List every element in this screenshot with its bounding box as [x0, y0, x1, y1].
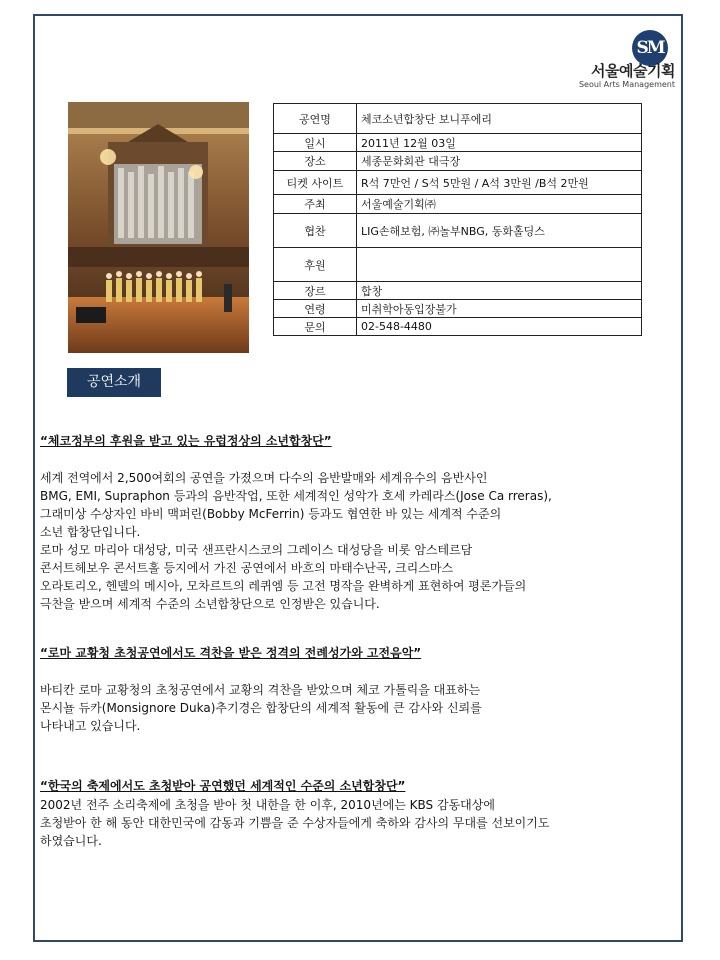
info-value: 02-548-4480 — [357, 318, 642, 336]
paragraph-line: 소년 합창단입니다. — [40, 525, 141, 539]
paragraph-line: 콘서트헤보우 콘서트홀 등지에서 가진 공연에서 바흐의 마태수난곡, 크리스마스 — [40, 561, 454, 575]
info-value — [357, 248, 642, 282]
paragraph-line: 바티칸 로마 교황청의 초청공연에서 교황의 격찬을 받았으며 체코 가톨릭을 대표하는 — [40, 683, 481, 697]
info-value: 체코소년합창단 보니푸에리 — [357, 104, 642, 134]
performance-info-table — [273, 103, 642, 336]
info-row — [274, 104, 642, 134]
info-row — [274, 282, 642, 300]
info-label: 연령 — [274, 300, 357, 318]
section-heading: “체코정부의 후원을 받고 있는 유럽정상의 소년합창단” — [40, 434, 332, 448]
info-value: 서울예술기획㈜ — [357, 195, 642, 214]
info-row — [274, 134, 642, 152]
info-value: 2011년 12월 03일 — [357, 134, 642, 152]
paragraph-line: 세계 전역에서 2,500여회의 공연을 가졌으며 다수의 음반발매와 세계유수의 음반사인 — [40, 471, 488, 485]
info-value: 세종문화회관 대극장 — [357, 152, 642, 171]
info-row — [274, 171, 642, 195]
info-label: 주최 — [274, 195, 357, 214]
info-value: R석 7만언 / S석 5만원 / A석 3만원 /B석 2만원 — [357, 171, 642, 195]
paragraph-line: 극찬을 받으며 세계적 수준의 소년합창단으로 인정받은 있습니다. — [40, 597, 380, 611]
section-heading: “로마 교황청 초청공연에서도 격찬을 받은 정격의 전례성가와 고전음악” — [40, 646, 422, 660]
info-label: 장소 — [274, 152, 357, 171]
logo-name-korean: 서울예술기획 — [591, 62, 675, 80]
info-value: 미취학아동입장불가 — [357, 300, 642, 318]
section-paragraph — [40, 681, 680, 735]
paragraph-line: 오라토리오, 헨델의 메시아, 모차르트의 레퀴엠 등 고전 명작을 완벽하게 표현하여 평론가들의 — [40, 579, 527, 593]
info-label: 협찬 — [274, 214, 357, 248]
info-row — [274, 248, 642, 282]
section-paragraph — [40, 469, 680, 613]
paragraph-line: 2002년 전주 소리축제에 초청을 받아 첫 내한을 한 이후, 2010년에는 KBS 감동대상에 — [40, 798, 495, 812]
info-row — [274, 300, 642, 318]
paragraph-line: 로마 성모 마리아 대성당, 미국 샌프란시스코의 그레이스 대성당을 비롯 암스테르담 — [40, 543, 473, 557]
paragraph-line: 그래미상 수상자인 바비 맥퍼린(Bobby McFerrin) 등과도 협연한 바 있는 세계적 수준의 — [40, 507, 502, 521]
info-row — [274, 152, 642, 171]
info-value: 합창 — [357, 282, 642, 300]
choir-concert-photo — [68, 102, 249, 353]
info-label: 후원 — [274, 248, 357, 282]
info-label: 일시 — [274, 134, 357, 152]
info-label: 공연명 — [274, 104, 357, 134]
logo-mark: SM — [632, 30, 668, 66]
paragraph-line: BMG, EMI, Supraphon 등과의 음반작업, 또한 세계적인 성악가 호세 카레라스(Jose Ca rreras), — [40, 489, 552, 503]
section-tab-introduction[interactable]: 공연소개 — [67, 368, 161, 397]
section-paragraph — [40, 796, 680, 850]
info-row — [274, 318, 642, 336]
info-label: 티켓 사이트 — [274, 171, 357, 195]
paragraph-line: 몬시뇰 듀카(Monsignore Duka)추기경은 합창단의 세계적 활동에 큰 감사와 신뢰를 — [40, 701, 482, 715]
info-row — [274, 214, 642, 248]
info-label: 장르 — [274, 282, 357, 300]
info-value: LIG손해보험, ㈜놀부NBG, 동화홀딩스 — [357, 214, 642, 248]
paragraph-line: 나타내고 있습니다. — [40, 719, 141, 733]
paragraph-line: 초청받아 한 해 동안 대한민국에 감동과 기쁨을 준 수상자들에게 축하와 감사의 무대를 선보이기도 — [40, 816, 550, 830]
info-label: 문의 — [274, 318, 357, 336]
section-heading: “한국의 축제에서도 초청받아 공연했던 세계적인 수준의 소년합창단” — [40, 779, 406, 793]
company-logo — [540, 30, 675, 92]
info-row — [274, 195, 642, 214]
paragraph-line: 하였습니다. — [40, 834, 102, 848]
logo-name-english: Seoul Arts Management — [578, 80, 675, 89]
